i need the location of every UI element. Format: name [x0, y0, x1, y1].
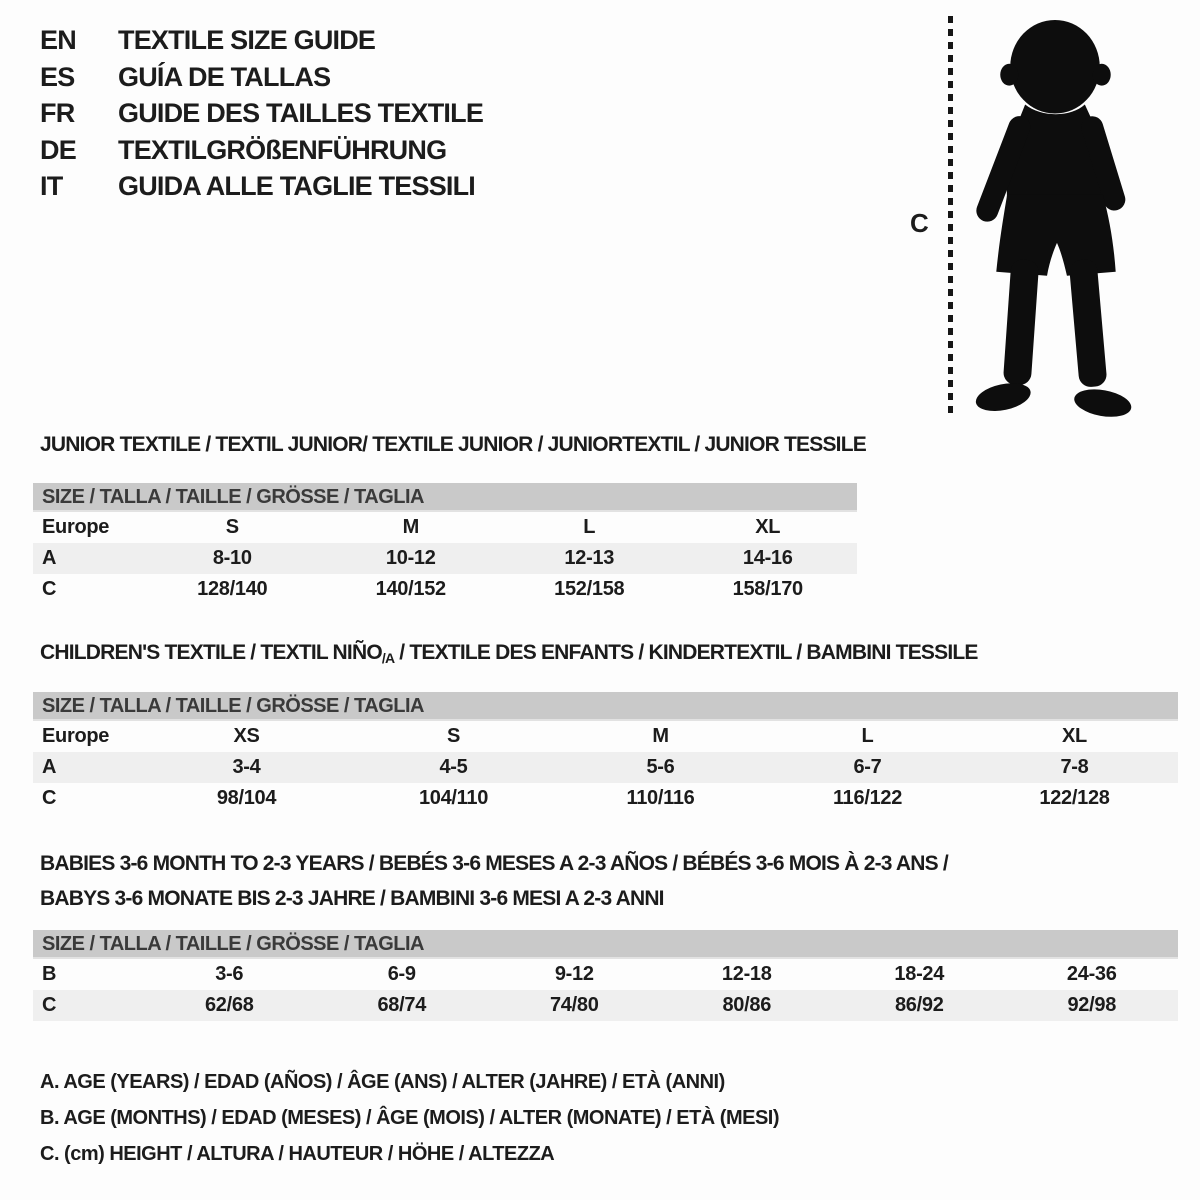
section-heading-children [40, 641, 978, 666]
row-label: C [42, 994, 57, 1016]
table-row-europe [33, 721, 1178, 752]
row-label: B [42, 963, 57, 985]
table-cell: 152/158 [554, 578, 625, 600]
table-cell: M [402, 516, 419, 538]
size-bar: SIZE / TALLA / TAILLE / GRÖSSE / TAGLIA [33, 692, 1178, 721]
legend-line-a: A. AGE (YEARS) / EDAD (AÑOS) / ÂGE (ANS) / ALTER (JAHRE) / ETÀ (ANNI) [40, 1071, 725, 1093]
table-cell: 158/170 [732, 578, 803, 600]
legend-block [40, 1064, 779, 1172]
table-cell: L [583, 516, 596, 538]
silhouette-head [1010, 20, 1100, 114]
table-cell: XS [233, 725, 260, 747]
table-cell: XL [1062, 725, 1087, 747]
table-row-age [33, 543, 857, 574]
table-cell: 86/92 [894, 994, 944, 1016]
heading-line: BABYS 3-6 MONATE BIS 2-3 JAHRE / BAMBINI 3-6 MESI A 2-3 ANNI [40, 887, 664, 910]
language-code: DE [40, 134, 76, 165]
heading-subscript: /A [381, 650, 395, 666]
section-heading-babies [40, 846, 948, 916]
table-cell: 116/122 [832, 787, 903, 809]
silhouette-foot-right [1072, 385, 1133, 421]
size-table-junior [33, 483, 857, 605]
row-label: C [42, 578, 57, 600]
table-cell: 68/74 [377, 994, 427, 1016]
table-cell: 6-9 [387, 963, 416, 985]
guide-title: GUIDE DES TAILLES TEXTILE [118, 98, 484, 128]
language-code: ES [40, 61, 75, 92]
language-row [40, 95, 483, 132]
table-cell: 6-7 [853, 756, 882, 778]
guide-title: TEXTILE SIZE GUIDE [118, 25, 376, 55]
row-label: Europe [42, 725, 110, 747]
legend-line-b: B. AGE (MONTHS) / EDAD (MESES) / ÂGE (MOIS) / ALTER (MONATE) / ETÀ (MESI) [40, 1107, 780, 1129]
silhouette-leg-right [1069, 259, 1108, 388]
table-cell: 10-12 [385, 547, 436, 569]
size-bar: SIZE / TALLA / TAILLE / GRÖSSE / TAGLIA [33, 483, 857, 512]
language-code: EN [40, 25, 76, 55]
silhouette-ear-left [1000, 64, 1018, 86]
table-row-age [33, 752, 1178, 783]
table-cell: 140/152 [375, 578, 446, 600]
table-cell: XL [755, 516, 781, 538]
language-row [40, 168, 483, 205]
silhouette-ear-right [1093, 64, 1111, 86]
table-cell: M [652, 725, 669, 747]
language-code: FR [40, 98, 75, 128]
size-table-children [33, 692, 1178, 814]
heading-text: CHILDREN'S TEXTILE / TEXTIL NIÑO [40, 641, 382, 664]
table-cell: 62/68 [204, 994, 254, 1016]
height-measure-line [948, 16, 953, 416]
table-cell: 80/86 [722, 994, 772, 1016]
table-cell: 24-36 [1066, 963, 1117, 985]
toddler-silhouette-icon [962, 13, 1144, 421]
height-measure-label: C [910, 208, 929, 238]
row-label: Europe [42, 516, 110, 538]
row-label: C [42, 787, 57, 809]
table-cell: L [861, 725, 874, 747]
size-bar: SIZE / TALLA / TAILLE / GRÖSSE / TAGLIA [33, 930, 1178, 959]
guide-title: TEXTILGRÖßENFÜHRUNG [118, 134, 447, 165]
table-cell: 12-13 [564, 547, 615, 569]
table-row-age-months [33, 959, 1178, 990]
table-cell: 18-24 [894, 963, 945, 985]
row-label: A [42, 547, 57, 569]
table-row-height [33, 574, 857, 605]
table-cell: 7-8 [1060, 756, 1089, 778]
table-cell: 5-6 [646, 756, 675, 778]
table-cell: S [446, 725, 461, 747]
heading-text: / TEXTILE DES ENFANTS / KINDERTEXTIL / BAMBINI TESSILE [394, 641, 978, 664]
legend-line-c: C. (cm) HEIGHT / ALTURA / HAUTEUR / HÖHE / ALTEZZA [40, 1143, 555, 1165]
table-cell: 128/140 [197, 578, 268, 600]
language-title-block [40, 22, 483, 205]
table-cell: S [225, 516, 239, 538]
table-cell: 9-12 [554, 963, 594, 985]
table-cell: 122/128 [1039, 787, 1110, 809]
language-code: IT [40, 171, 63, 201]
table-cell: 110/116 [626, 787, 695, 809]
language-row [40, 22, 483, 59]
guide-title: GUIDA ALLE TAGLIE TESSILI [118, 171, 475, 201]
table-cell: 3-6 [215, 963, 244, 985]
silhouette-foot-left [973, 379, 1033, 416]
table-cell: 8-10 [212, 547, 252, 569]
guide-title: GUÍA DE TALLAS [118, 61, 331, 92]
table-cell: 14-16 [742, 547, 793, 569]
table-cell: 74/80 [549, 994, 599, 1016]
table-cell: 98/104 [216, 787, 277, 809]
table-cell: 104/110 [418, 787, 489, 809]
table-row-height [33, 783, 1178, 814]
table-cell: 12-18 [721, 963, 772, 985]
heading-line: BABIES 3-6 MONTH TO 2-3 YEARS / BEBÉS 3-6 MESES A 2-3 AÑOS / BÉBÉS 3-6 MOIS À 2-3 ANS / [40, 852, 948, 875]
table-row-europe [33, 512, 857, 543]
table-cell: 4-5 [439, 756, 468, 778]
section-heading-junior: JUNIOR TEXTILE / TEXTIL JUNIOR/ TEXTILE JUNIOR / JUNIORTEXTIL / JUNIOR TESSILE [40, 433, 866, 456]
size-table-babies [33, 930, 1178, 1021]
table-row-height [33, 990, 1178, 1021]
language-row [40, 132, 483, 169]
table-cell: 92/98 [1067, 994, 1117, 1016]
table-cell: 3-4 [232, 756, 261, 778]
silhouette-leg-left [1003, 259, 1040, 386]
language-row [40, 59, 483, 96]
row-label: A [42, 756, 57, 778]
